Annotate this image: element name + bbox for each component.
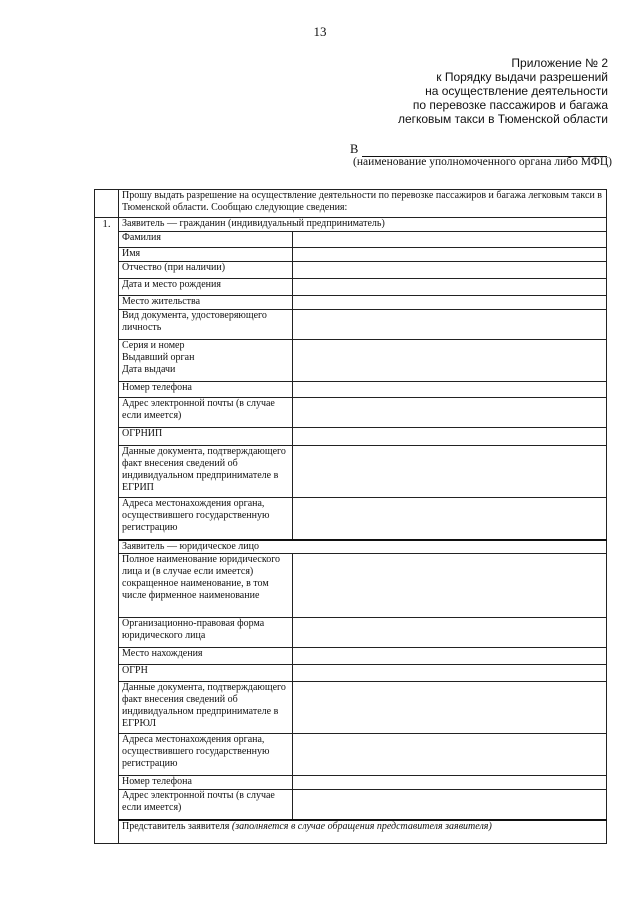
appendix-line: Приложение № 2 (511, 56, 608, 70)
addressee-line (350, 142, 607, 157)
appendix-header (278, 56, 608, 126)
field-label: Место нахождения (119, 648, 293, 665)
field-value-surname[interactable] (293, 232, 607, 248)
representative-section (119, 820, 607, 844)
row-number: 1. (95, 218, 119, 844)
field-label: Адрес электронной почты (в случае если имеется) (119, 790, 293, 820)
field-label: Место жительства (119, 296, 293, 310)
field-value-legal-phone[interactable] (293, 776, 607, 790)
field-value-legal-form[interactable] (293, 618, 607, 648)
appendix-line: по перевозке пассажиров и багажа (412, 98, 608, 112)
representative-label: Представитель заявителя (122, 820, 230, 832)
application-form-table (94, 189, 607, 844)
form-intro: Прошу выдать разрешение на осуществление деятельности по перевозке пассажиров и багажа легковым такси в Тюменской области. Сообщаю следующие сведения: (119, 190, 607, 218)
field-value-id-series[interactable] (293, 340, 607, 382)
field-value-ogrn[interactable] (293, 665, 607, 682)
field-value-egrip[interactable] (293, 446, 607, 498)
legal-section-title: Заявитель — юридическое лицо (119, 540, 607, 554)
field-label: Серия и номер Выдавший орган Дата выдачи (119, 340, 293, 382)
field-label: Адреса местонахождения органа, осуществившего государственную регистрацию (119, 498, 293, 540)
field-label: Номер телефона (119, 776, 293, 790)
field-value-birth[interactable] (293, 279, 607, 296)
field-label: Организационно-правовая форма юридического лица (119, 618, 293, 648)
representative-note: (заполняется в случае обращения представителя заявителя) (231, 820, 492, 832)
field-label: Вид документа, удостоверяющего личность (119, 310, 293, 340)
field-label: ОГРНИП (119, 428, 293, 446)
field-label: Данные документа, подтверждающего факт внесения сведений об индивидуальном предпринимателе в ЕГРИП (119, 446, 293, 498)
addressee-prefix: В (350, 142, 359, 156)
field-value-phone[interactable] (293, 382, 607, 398)
field-value-ogrnip[interactable] (293, 428, 607, 446)
field-label: Полное наименование юридического лица и (в случае если имеется) сокращенное наименование, в том числе фирменное наименование (119, 554, 293, 618)
field-value-legal-email[interactable] (293, 790, 607, 820)
field-value-legal-name[interactable] (293, 554, 607, 618)
field-value-email[interactable] (293, 398, 607, 428)
field-label: Имя (119, 248, 293, 262)
field-label: Фамилия (119, 232, 293, 248)
field-value-patronymic[interactable] (293, 262, 607, 279)
field-value-residence[interactable] (293, 296, 607, 310)
individual-section-title: Заявитель — гражданин (индивидуальный предприниматель) (119, 218, 607, 232)
field-label: Адрес электронной почты (в случае если имеется) (119, 398, 293, 428)
page-number: 13 (313, 24, 327, 39)
field-value-location[interactable] (293, 648, 607, 665)
field-label: Дата и место рождения (119, 279, 293, 296)
addressee-caption: (наименование уполномоченного органа либо МФЦ) (353, 156, 612, 168)
field-value-registrar-address[interactable] (293, 498, 607, 540)
intro-number-cell (95, 190, 119, 218)
field-label: Данные документа, подтверждающего факт внесения сведений об индивидуальном предпринимателе в ЕГРЮЛ (119, 682, 293, 734)
appendix-line: к Порядку выдачи разрешений (436, 70, 608, 84)
field-value-name[interactable] (293, 248, 607, 262)
field-label: Отчество (при наличии) (119, 262, 293, 279)
field-label: ОГРН (119, 665, 293, 682)
field-label: Номер телефона (119, 382, 293, 398)
field-value-egrul[interactable] (293, 682, 607, 734)
field-value-legal-registrar-address[interactable] (293, 734, 607, 776)
field-value-id-type[interactable] (293, 310, 607, 340)
field-label: Адреса местонахождения органа, осуществившего государственную регистрацию (119, 734, 293, 776)
appendix-line: легковым такси в Тюменской области (397, 112, 608, 126)
appendix-line: на осуществление деятельности (425, 84, 608, 98)
